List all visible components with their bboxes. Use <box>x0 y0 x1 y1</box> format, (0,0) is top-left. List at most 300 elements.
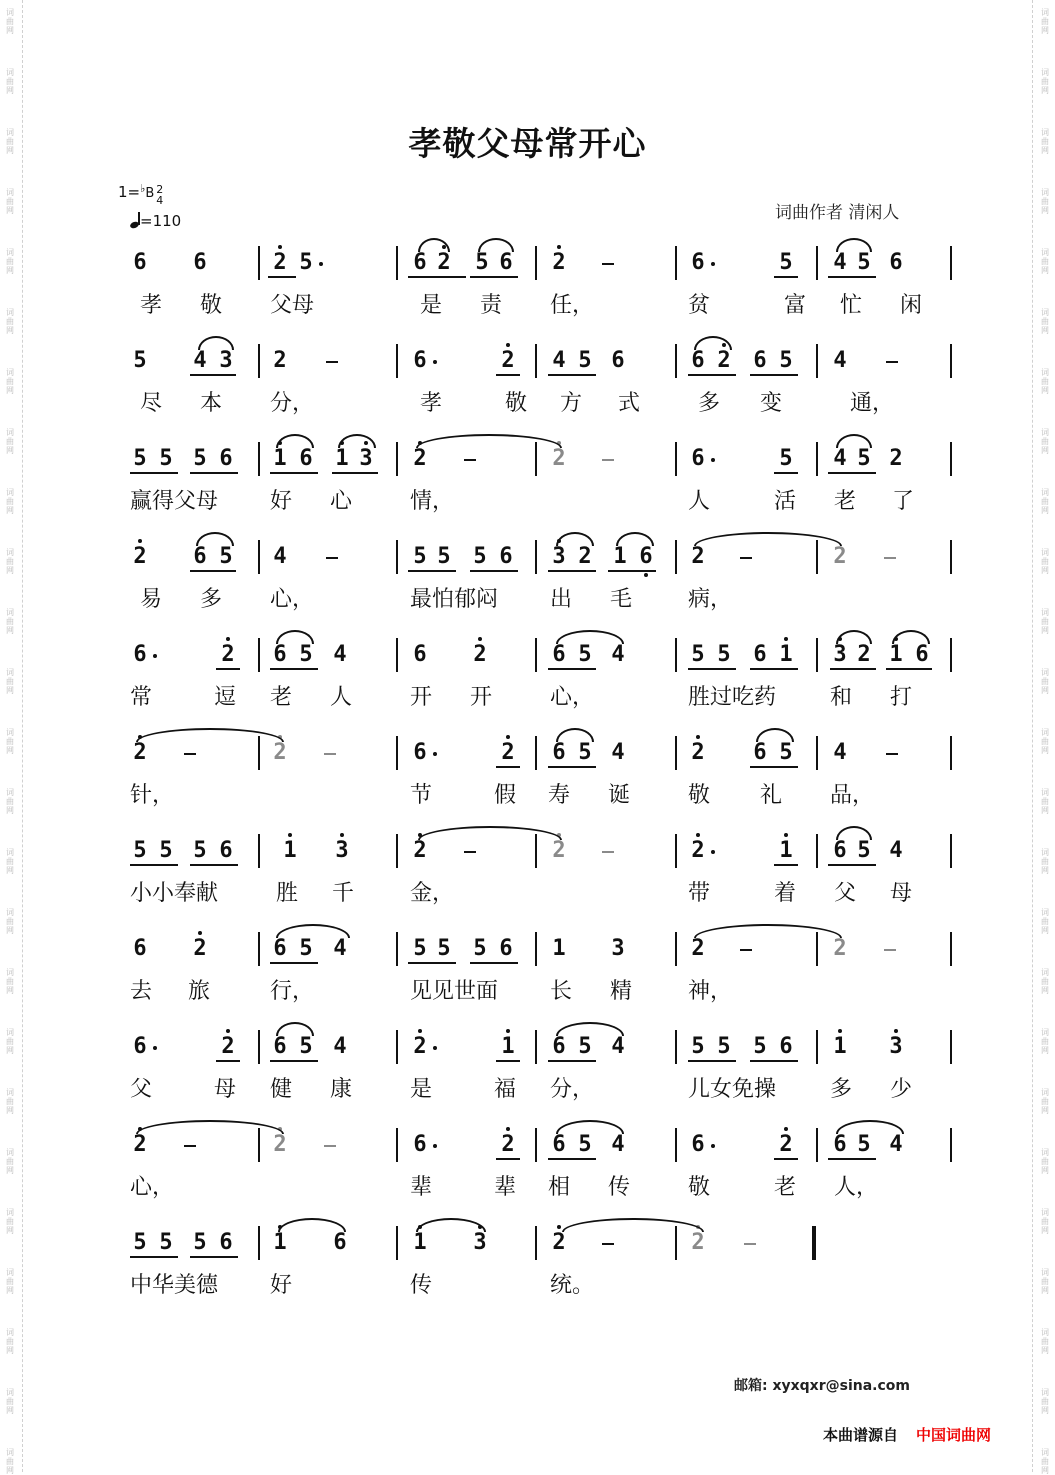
lyric-text: 父 <box>834 881 857 906</box>
note: 2 <box>713 346 735 376</box>
low-octave-dot <box>644 573 648 577</box>
note: 1 <box>775 836 797 866</box>
lyric-text: 节 <box>410 783 433 808</box>
slur-arc <box>276 630 314 644</box>
slur-arc <box>836 434 872 448</box>
barline <box>535 344 537 378</box>
sustain-dash <box>184 753 196 755</box>
lyric-text: 长 <box>550 979 573 1004</box>
note: 2 <box>129 1130 151 1160</box>
beam-underline <box>130 472 178 474</box>
note: 5 <box>857 838 871 863</box>
score-line <box>0 438 1055 530</box>
note: 4 <box>273 544 287 569</box>
barline <box>535 1128 537 1162</box>
note: 2 <box>548 248 570 278</box>
note: 3 <box>355 444 377 474</box>
sustain-dash <box>602 851 614 853</box>
note: 4 <box>611 1132 625 1157</box>
lyric-text: 情， <box>410 489 455 514</box>
watermark-text: 词 曲 网 <box>1041 548 1049 575</box>
note: 6 <box>635 542 657 572</box>
lyric-text: 孝 <box>140 293 163 318</box>
lyric-text: 父母 <box>270 293 315 318</box>
note: 4 <box>833 740 847 765</box>
lyric-text: 赢得父母 <box>130 489 219 514</box>
sustain-dash <box>464 459 476 461</box>
note: 2 <box>269 248 291 278</box>
watermark-text: 词 曲 网 <box>6 788 14 815</box>
barline <box>675 540 677 574</box>
high-octave-dot <box>138 539 142 543</box>
lyric-text: 出 <box>550 587 573 612</box>
sustain-dash <box>744 1243 756 1245</box>
note: 5 <box>219 544 233 569</box>
lyric-text: 孝 <box>420 391 443 416</box>
lyrics-row <box>0 878 1055 922</box>
augmentation-dot <box>711 1144 715 1148</box>
beam-underline <box>828 864 876 866</box>
note: 6 <box>219 1230 233 1255</box>
slur-arc <box>694 924 842 938</box>
watermark-text: 词 曲 网 <box>1041 68 1049 95</box>
note: 3 <box>611 936 625 961</box>
note: 5 <box>437 936 451 961</box>
barline <box>950 344 952 378</box>
slur-arc <box>836 826 872 840</box>
lyrics-row <box>0 290 1055 334</box>
beam-underline <box>548 1158 596 1160</box>
note: 6 <box>753 348 767 373</box>
beam-underline <box>470 276 518 278</box>
note: 6 <box>219 446 233 471</box>
note: 6 <box>833 838 847 863</box>
slur-arc <box>416 434 562 448</box>
watermark-text: 词 曲 网 <box>6 368 14 395</box>
slur-arc <box>836 238 872 252</box>
slur-arc <box>416 1218 486 1232</box>
sustain-dash <box>602 263 614 265</box>
beam-underline <box>688 1060 736 1062</box>
note: 6 <box>193 250 207 275</box>
notes-row <box>0 830 1055 878</box>
lyric-text: 易 <box>140 587 163 612</box>
barline <box>396 638 398 672</box>
high-octave-dot <box>838 1029 842 1033</box>
barline <box>816 736 818 770</box>
barline <box>396 344 398 378</box>
note: 5 <box>691 1034 705 1059</box>
notes-row <box>0 928 1055 976</box>
barline <box>396 1030 398 1064</box>
beam-underline <box>830 668 876 670</box>
watermark-text: 词 曲 网 <box>6 848 14 875</box>
lyric-text: 是 <box>410 1077 433 1102</box>
score-line <box>0 1222 1055 1314</box>
lyric-text: 相 <box>548 1175 571 1200</box>
lyric-text: 胜 <box>276 881 299 906</box>
beam-underline <box>548 766 596 768</box>
beam-underline <box>774 276 798 278</box>
beam-underline <box>270 962 318 964</box>
beam-underline <box>408 962 456 964</box>
sustain-dash <box>886 361 898 363</box>
note: 6 <box>687 248 709 278</box>
barline <box>258 1226 260 1260</box>
watermark-text: 词 曲 网 <box>6 1448 14 1475</box>
note: 5 <box>133 1230 147 1255</box>
note: 5 <box>133 838 147 863</box>
barline <box>950 834 952 868</box>
watermark-text: 词 曲 网 <box>1041 1328 1049 1355</box>
sustain-dash <box>602 1243 614 1245</box>
note: 4 <box>611 740 625 765</box>
slur-arc <box>694 532 842 546</box>
note: 5 <box>578 740 592 765</box>
sustain-dash <box>324 1145 336 1147</box>
beam-underline <box>216 1060 240 1062</box>
watermark-text: 词 曲 网 <box>1041 188 1049 215</box>
score-line <box>0 536 1055 628</box>
augmentation-dot <box>433 1046 437 1050</box>
note: 2 <box>129 542 151 572</box>
barline <box>675 736 677 770</box>
barline <box>258 834 260 868</box>
sustain-dash <box>740 949 752 951</box>
key-prefix: 1= <box>118 183 141 201</box>
lyric-text: 着 <box>774 881 797 906</box>
barline <box>816 246 818 280</box>
lyric-text: 毛 <box>610 587 633 612</box>
score-line <box>0 340 1055 432</box>
note: 2 <box>687 836 709 866</box>
note: 6 <box>611 348 625 373</box>
beam-underline <box>470 962 518 964</box>
watermark-text: 词 曲 网 <box>1041 8 1049 35</box>
lyric-text: 胜过吃药 <box>688 685 777 710</box>
lyric-text: 逗 <box>214 685 237 710</box>
barline <box>535 540 537 574</box>
notes-row <box>0 634 1055 682</box>
beam-underline <box>190 374 236 376</box>
note: 2 <box>833 544 847 569</box>
lyric-text: 了 <box>892 489 915 514</box>
lyric-text: 富 <box>784 293 807 318</box>
notes-row <box>0 536 1055 584</box>
note: 6 <box>219 838 233 863</box>
lyric-text: 老 <box>270 685 293 710</box>
barline <box>675 344 677 378</box>
beam-underline <box>470 570 518 572</box>
note: 2 <box>691 544 705 569</box>
high-octave-dot <box>198 931 202 935</box>
slur-arc <box>556 728 594 742</box>
watermark-text: 词 曲 网 <box>1041 848 1049 875</box>
note: 5 <box>437 544 451 569</box>
beam-underline <box>750 374 798 376</box>
barline <box>675 1128 677 1162</box>
note: 2 <box>273 348 287 373</box>
note: 2 <box>548 444 570 474</box>
barline <box>950 932 952 966</box>
score-line <box>0 732 1055 824</box>
song-title: 孝敬父母常开心 <box>408 124 647 163</box>
note: 6 <box>409 738 431 768</box>
lyric-text: 去 <box>130 979 153 1004</box>
high-octave-dot <box>418 1029 422 1033</box>
beam-underline <box>268 276 296 278</box>
beam-underline <box>548 1060 596 1062</box>
barline <box>950 442 952 476</box>
barline <box>535 638 537 672</box>
beam-underline <box>190 864 238 866</box>
lyric-text: 分， <box>550 1077 595 1102</box>
slur-arc <box>556 532 594 546</box>
slur-arc <box>562 1218 704 1232</box>
source-site-link[interactable]: 中国词曲网 <box>916 1426 992 1444</box>
lyrics-row <box>0 976 1055 1020</box>
lyric-text: 敬 <box>505 391 528 416</box>
barline <box>675 442 677 476</box>
barline <box>396 246 398 280</box>
note: 6 <box>499 936 513 961</box>
note: 5 <box>779 250 793 275</box>
lyric-text: 小小奉献 <box>130 881 219 906</box>
slur-arc <box>338 434 376 448</box>
watermark-text: 词 曲 网 <box>1041 1388 1049 1415</box>
lyric-text: 父 <box>130 1077 153 1102</box>
high-octave-dot <box>557 1225 561 1229</box>
sustain-dash <box>324 753 336 755</box>
notes-row <box>0 1026 1055 1074</box>
note: 5 <box>159 838 173 863</box>
slur-arc <box>556 1022 624 1036</box>
slur-arc <box>418 826 562 840</box>
note: 2 <box>548 1228 570 1258</box>
note: 4 <box>833 348 847 373</box>
high-octave-dot <box>784 1127 788 1131</box>
note: 2 <box>217 1032 239 1062</box>
note: 1 <box>279 836 301 866</box>
lyric-text: 方 <box>560 391 583 416</box>
barline <box>258 442 260 476</box>
slur-arc <box>694 336 732 350</box>
lyric-text: 老 <box>834 489 857 514</box>
lyric-text: 开 <box>410 685 433 710</box>
note: 5 <box>159 1230 173 1255</box>
note: 1 <box>409 1228 431 1258</box>
note: 2 <box>269 1130 291 1160</box>
note: 6 <box>833 1132 847 1157</box>
note: 5 <box>193 446 207 471</box>
beam-underline <box>496 766 520 768</box>
note: 5 <box>857 1132 871 1157</box>
note: 2 <box>687 738 709 768</box>
note: 2 <box>469 640 491 670</box>
slur-arc <box>136 1120 284 1134</box>
lyric-text: 精 <box>610 979 633 1004</box>
watermark-text: 词 曲 网 <box>6 248 14 275</box>
lyrics-row <box>0 682 1055 726</box>
note: 6 <box>333 1230 347 1255</box>
watermark-text: 词 曲 网 <box>1041 368 1049 395</box>
note: 2 <box>497 738 519 768</box>
lyric-text: 好 <box>270 489 293 514</box>
note: 1 <box>885 640 907 670</box>
lyric-text: 心 <box>330 489 353 514</box>
high-octave-dot <box>278 245 282 249</box>
slur-arc <box>418 238 450 252</box>
beam-underline <box>750 766 798 768</box>
tempo-mark <box>130 212 181 230</box>
watermark-text: 词 曲 网 <box>6 8 14 35</box>
note: 6 <box>552 1034 566 1059</box>
note: 1 <box>613 544 627 569</box>
lyrics-row <box>0 1074 1055 1118</box>
note: 2 <box>889 446 903 471</box>
lyric-text: 人 <box>688 489 711 514</box>
sustain-dash <box>326 361 338 363</box>
lyrics-row <box>0 1172 1055 1216</box>
beam-underline <box>750 668 798 670</box>
beam-underline <box>774 472 798 474</box>
note: 6 <box>687 1130 709 1160</box>
lyric-text: 本 <box>200 391 223 416</box>
note: 1 <box>497 1032 519 1062</box>
note: 6 <box>299 446 313 471</box>
watermark-text: 词 曲 网 <box>1041 1028 1049 1055</box>
note: 2 <box>775 1130 797 1160</box>
watermark-text: 词 曲 网 <box>1041 1148 1049 1175</box>
lyric-text: 病， <box>688 587 733 612</box>
note: 5 <box>578 1034 592 1059</box>
watermark-text: 词 曲 网 <box>1041 788 1049 815</box>
note: 4 <box>333 642 347 667</box>
barline <box>396 1128 398 1162</box>
barline <box>258 1030 260 1064</box>
beam-underline <box>496 1158 520 1160</box>
lyric-text: 敬 <box>688 783 711 808</box>
notes-row <box>0 1222 1055 1270</box>
note: 4 <box>889 1132 903 1157</box>
barline <box>535 246 537 280</box>
lyric-text: 式 <box>618 391 641 416</box>
lyric-text: 假 <box>494 783 517 808</box>
slur-arc <box>278 1218 346 1232</box>
high-octave-dot <box>226 1029 230 1033</box>
lyric-text: 开 <box>470 685 493 710</box>
lyric-text: 敬 <box>688 1175 711 1200</box>
note: 5 <box>779 446 793 471</box>
lyric-text: 最怕郁闷 <box>410 587 499 612</box>
beam-underline <box>750 1060 798 1062</box>
watermark-text: 词 曲 网 <box>6 128 14 155</box>
lyrics-row <box>0 584 1055 628</box>
watermark-text: 词 曲 网 <box>6 668 14 695</box>
score-line <box>0 928 1055 1020</box>
slur-arc <box>756 728 794 742</box>
lyric-text: 统。 <box>550 1273 595 1298</box>
watermark-text: 词 曲 网 <box>6 1328 14 1355</box>
note: 6 <box>753 740 767 765</box>
source-prefix: 本曲谱源自 <box>823 1426 899 1444</box>
watermark-text: 词 曲 网 <box>1041 308 1049 335</box>
barline <box>535 932 537 966</box>
note: 2 <box>433 248 455 278</box>
beam-underline <box>130 1256 178 1258</box>
lyric-text: 老 <box>774 1175 797 1200</box>
watermark-text: 词 曲 网 <box>1041 968 1049 995</box>
beam-underline <box>828 472 876 474</box>
beam-underline <box>270 668 318 670</box>
note: 2 <box>497 1130 519 1160</box>
lyric-text: 儿女免操 <box>688 1077 777 1102</box>
note: 6 <box>413 642 427 667</box>
beam-underline <box>190 570 236 572</box>
watermark-text: 词 曲 网 <box>1041 728 1049 755</box>
note: 4 <box>833 446 847 471</box>
note: 6 <box>273 642 287 667</box>
watermark-text: 词 曲 网 <box>6 1148 14 1175</box>
lyric-text: 通， <box>850 391 895 416</box>
high-octave-dot <box>478 637 482 641</box>
augmentation-dot <box>433 752 437 756</box>
note: 3 <box>469 1228 491 1258</box>
note: 2 <box>129 738 151 768</box>
barline <box>258 638 260 672</box>
note: 1 <box>269 444 291 474</box>
note: 1 <box>269 1228 291 1258</box>
note: 5 <box>159 446 173 471</box>
notes-row <box>0 242 1055 290</box>
note: 5 <box>717 642 731 667</box>
lyric-text: 多 <box>830 1077 853 1102</box>
lyric-text: 心， <box>550 685 595 710</box>
lyric-text: 任， <box>550 293 595 318</box>
watermark-text: 词 曲 网 <box>6 308 14 335</box>
beam-underline <box>548 668 596 670</box>
barline <box>396 736 398 770</box>
lyric-text: 品， <box>830 783 875 808</box>
augmentation-dot <box>433 1144 437 1148</box>
high-octave-dot <box>288 833 292 837</box>
note: 4 <box>611 642 625 667</box>
note: 5 <box>299 1034 313 1059</box>
high-octave-dot <box>784 637 788 641</box>
watermark-text: 词 曲 网 <box>6 1088 14 1115</box>
note: 3 <box>548 542 570 572</box>
lyric-text: 人， <box>834 1175 879 1200</box>
beam-underline <box>496 374 520 376</box>
beam-underline <box>408 570 456 572</box>
barline <box>396 932 398 966</box>
note: 6 <box>552 1132 566 1157</box>
note: 6 <box>193 544 207 569</box>
beam-underline <box>270 1060 318 1062</box>
watermark-text: 词 曲 网 <box>6 1208 14 1235</box>
barline <box>258 344 260 378</box>
lyric-text: 和 <box>830 685 853 710</box>
watermark-text: 词 曲 网 <box>1041 488 1049 515</box>
lyric-text: 人 <box>330 685 353 710</box>
watermark-text: 词 曲 网 <box>1041 608 1049 635</box>
barline <box>950 736 952 770</box>
note: 2 <box>269 738 291 768</box>
lyric-text: 心， <box>270 587 315 612</box>
note: 5 <box>473 936 487 961</box>
watermark-text: 词 曲 网 <box>1041 428 1049 455</box>
tempo-value: =110 <box>140 212 182 230</box>
